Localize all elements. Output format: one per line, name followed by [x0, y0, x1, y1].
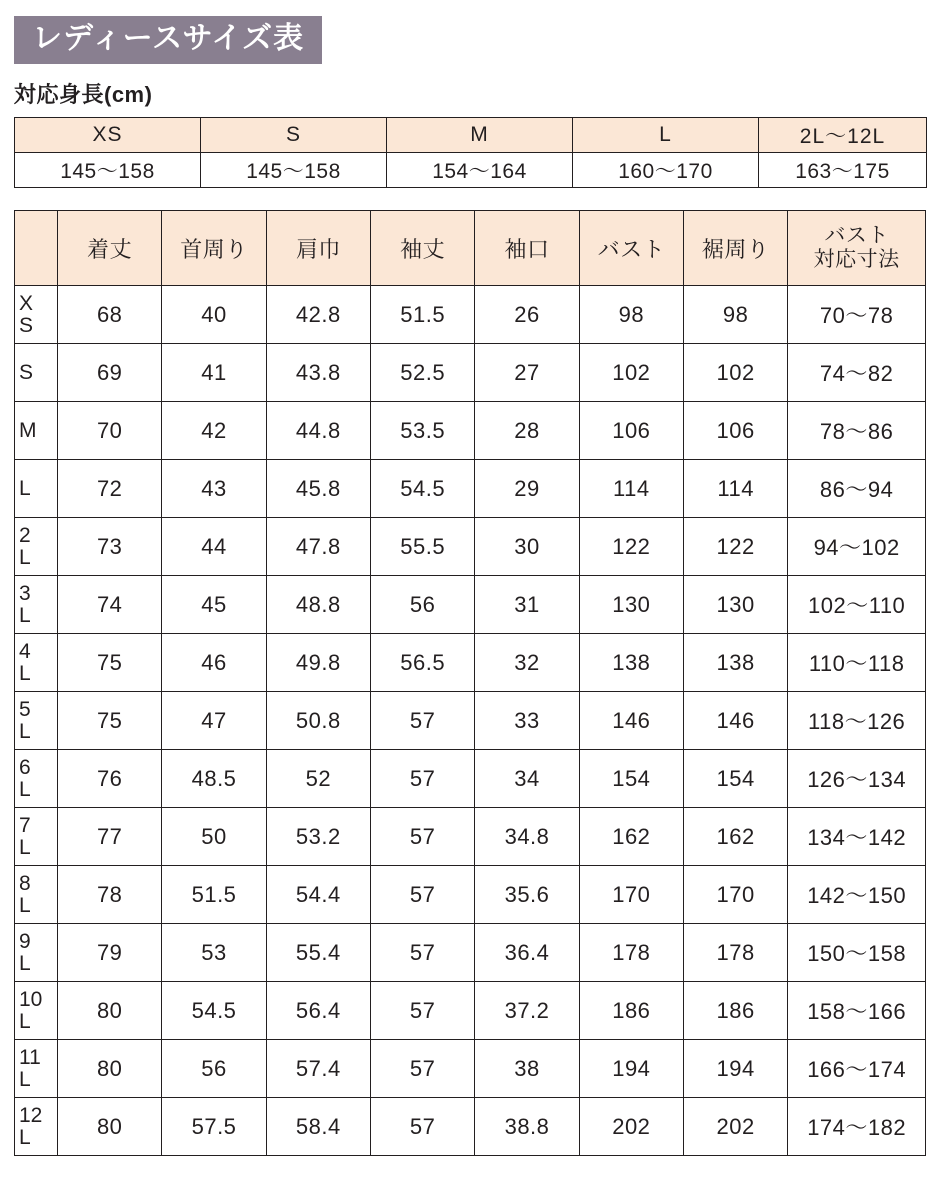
height-table [14, 117, 927, 188]
bust-fit-cell: 134〜142 [788, 808, 926, 866]
column-header-susomawari: 裾周り [683, 211, 787, 286]
height-table-header-row [15, 118, 927, 153]
bust-fit-cell: 118〜126 [788, 692, 926, 750]
measurement-cell: 75 [58, 634, 162, 692]
measurement-cell: 40 [162, 286, 266, 344]
row-header-size [15, 866, 58, 924]
measurement-cell: 102 [683, 344, 787, 402]
measurement-cell: 178 [579, 924, 683, 982]
bust-fit-cell: 94〜102 [788, 518, 926, 576]
measurement-table [14, 210, 926, 1156]
table-row [15, 518, 926, 576]
bust-fit-cell: 174〜182 [788, 1098, 926, 1156]
measurement-cell: 38 [475, 1040, 579, 1098]
measurement-cell: 170 [579, 866, 683, 924]
measurement-cell: 48.8 [266, 576, 370, 634]
row-header-size [15, 576, 58, 634]
measurement-cell: 57.5 [162, 1098, 266, 1156]
column-header-kitake: 着丈 [58, 211, 162, 286]
table-row [15, 460, 926, 518]
measurement-cell: 50.8 [266, 692, 370, 750]
measurement-cell: 50 [162, 808, 266, 866]
measurement-cell: 45 [162, 576, 266, 634]
table-row [15, 286, 926, 344]
measurement-cell: 44.8 [266, 402, 370, 460]
row-size-line2: L [19, 951, 31, 975]
height-size-header: S [201, 118, 387, 153]
measurement-cell: 146 [683, 692, 787, 750]
measurement-cell: 70 [58, 402, 162, 460]
row-size-line2: L [19, 661, 31, 685]
row-size-line2: L [19, 545, 31, 569]
measurement-cell: 186 [579, 982, 683, 1040]
row-header-size [15, 924, 58, 982]
bust-fit-cell: 150〜158 [788, 924, 926, 982]
measurement-cell: 32 [475, 634, 579, 692]
row-header-size [15, 1098, 58, 1156]
table-row [15, 982, 926, 1040]
measurement-cell: 38.8 [475, 1098, 579, 1156]
measurement-cell: 154 [683, 750, 787, 808]
measurement-cell: 27 [475, 344, 579, 402]
measurement-cell: 47.8 [266, 518, 370, 576]
bust-fit-cell: 126〜134 [788, 750, 926, 808]
measurement-cell: 122 [683, 518, 787, 576]
measurement-cell: 73 [58, 518, 162, 576]
bust-fit-cell: 78〜86 [788, 402, 926, 460]
measurement-cell: 46 [162, 634, 266, 692]
height-range-cell: 160〜170 [573, 153, 759, 188]
row-size-line1: 7 [19, 814, 31, 838]
measurement-cell: 56.4 [266, 982, 370, 1040]
measurement-cell: 54.5 [371, 460, 475, 518]
measurement-cell: 72 [58, 460, 162, 518]
measurement-cell: 52.5 [371, 344, 475, 402]
measurement-cell: 69 [58, 344, 162, 402]
row-size-line2: S [19, 313, 34, 337]
height-size-header: XS [15, 118, 201, 153]
bust-fit-line1: バスト [824, 224, 889, 248]
row-size-line1: 4 [19, 640, 31, 664]
row-header-size [15, 692, 58, 750]
measurement-header-row [15, 211, 926, 286]
row-size-line1: 5 [19, 698, 31, 722]
measurement-cell: 34 [475, 750, 579, 808]
measurement-cell: 57 [371, 692, 475, 750]
row-header-size [15, 344, 58, 402]
measurement-cell: 55.5 [371, 518, 475, 576]
measurement-cell: 170 [683, 866, 787, 924]
row-size-line1: S [19, 360, 34, 384]
measurement-cell: 55.4 [266, 924, 370, 982]
measurement-cell: 37.2 [475, 982, 579, 1040]
measurement-cell: 114 [683, 460, 787, 518]
row-size-line1: 9 [19, 930, 31, 954]
row-size-line1: 12 [19, 1104, 43, 1128]
row-size-line2: L [19, 719, 31, 743]
row-size-line1: L [19, 476, 31, 500]
measurement-cell: 31 [475, 576, 579, 634]
page-title: レディースサイズ表 [14, 16, 322, 64]
height-range-cell: 163〜175 [759, 153, 927, 188]
row-size-line2: L [19, 603, 31, 627]
measurement-cell: 194 [683, 1040, 787, 1098]
measurement-cell: 56 [371, 576, 475, 634]
table-row [15, 866, 926, 924]
measurement-cell: 98 [683, 286, 787, 344]
measurement-cell: 49.8 [266, 634, 370, 692]
measurement-cell: 56.5 [371, 634, 475, 692]
measurement-cell: 53.5 [371, 402, 475, 460]
row-size-line1: X [19, 292, 34, 316]
column-header-kubimawari: 首周り [162, 211, 266, 286]
measurement-cell: 138 [683, 634, 787, 692]
table-row [15, 344, 926, 402]
measurement-cell: 33 [475, 692, 579, 750]
measurement-cell: 122 [579, 518, 683, 576]
table-row [15, 634, 926, 692]
table-row [15, 808, 926, 866]
measurement-cell: 42.8 [266, 286, 370, 344]
measurement-cell: 76 [58, 750, 162, 808]
measurement-cell: 43.8 [266, 344, 370, 402]
measurement-cell: 162 [579, 808, 683, 866]
measurement-cell: 74 [58, 576, 162, 634]
measurement-cell: 57.4 [266, 1040, 370, 1098]
bust-fit-cell: 86〜94 [788, 460, 926, 518]
height-range-cell: 154〜164 [387, 153, 573, 188]
column-header-sodetake: 袖丈 [371, 211, 475, 286]
measurement-cell: 186 [683, 982, 787, 1040]
measurement-cell: 77 [58, 808, 162, 866]
measurement-cell: 45.8 [266, 460, 370, 518]
measurement-cell: 28 [475, 402, 579, 460]
measurement-cell: 43 [162, 460, 266, 518]
measurement-cell: 48.5 [162, 750, 266, 808]
height-range-cell: 145〜158 [201, 153, 387, 188]
height-size-header: L [573, 118, 759, 153]
measurement-cell: 130 [683, 576, 787, 634]
bust-fit-cell: 74〜82 [788, 344, 926, 402]
measurement-cell: 26 [475, 286, 579, 344]
row-header-size [15, 402, 58, 460]
measurement-cell: 114 [579, 460, 683, 518]
measurement-cell: 36.4 [475, 924, 579, 982]
row-header-size [15, 982, 58, 1040]
measurement-cell: 80 [58, 1040, 162, 1098]
bust-fit-cell: 102〜110 [788, 576, 926, 634]
measurement-cell: 130 [579, 576, 683, 634]
measurement-cell: 56 [162, 1040, 266, 1098]
height-range-cell: 145〜158 [15, 153, 201, 188]
measurement-cell: 80 [58, 1098, 162, 1156]
row-size-line2: L [19, 835, 31, 859]
height-section-label: 対応身長(cm) [14, 82, 153, 107]
measurement-cell: 57 [371, 750, 475, 808]
measurement-cell: 202 [683, 1098, 787, 1156]
measurement-cell: 154 [579, 750, 683, 808]
measurement-cell: 79 [58, 924, 162, 982]
row-size-line2: L [19, 1067, 31, 1091]
table-row [15, 576, 926, 634]
measurement-cell: 78 [58, 866, 162, 924]
measurement-cell: 106 [683, 402, 787, 460]
measurement-cell: 57 [371, 924, 475, 982]
measurement-cell: 54.5 [162, 982, 266, 1040]
measurement-cell: 57 [371, 1098, 475, 1156]
row-size-line1: M [19, 418, 37, 442]
measurement-cell: 58.4 [266, 1098, 370, 1156]
column-header-bust-fit [788, 211, 926, 286]
column-header-katahaba: 肩巾 [266, 211, 370, 286]
table-row [15, 1040, 926, 1098]
measurement-cell: 57 [371, 808, 475, 866]
table-row [15, 402, 926, 460]
row-header-size [15, 460, 58, 518]
row-size-line1: 11 [19, 1046, 41, 1070]
measurement-cell: 162 [683, 808, 787, 866]
measurement-cell: 57 [371, 866, 475, 924]
measurement-cell: 30 [475, 518, 579, 576]
measurement-cell: 29 [475, 460, 579, 518]
measurement-cell: 34.8 [475, 808, 579, 866]
row-header-size [15, 634, 58, 692]
height-size-header: M [387, 118, 573, 153]
measurement-cell: 53.2 [266, 808, 370, 866]
measurement-cell: 80 [58, 982, 162, 1040]
bust-fit-cell: 166〜174 [788, 1040, 926, 1098]
row-header-size [15, 808, 58, 866]
measurement-cell: 178 [683, 924, 787, 982]
measurement-cell: 41 [162, 344, 266, 402]
row-header-size [15, 518, 58, 576]
measurement-cell: 52 [266, 750, 370, 808]
measurement-cell: 35.6 [475, 866, 579, 924]
corner-cell [15, 211, 58, 286]
row-size-line1: 8 [19, 872, 31, 896]
measurement-cell: 54.4 [266, 866, 370, 924]
bust-fit-line2: 対応寸法 [813, 248, 900, 271]
measurement-cell: 202 [579, 1098, 683, 1156]
table-row [15, 1098, 926, 1156]
measurement-cell: 68 [58, 286, 162, 344]
row-header-size [15, 286, 58, 344]
row-header-size [15, 750, 58, 808]
row-size-line1: 10 [19, 988, 43, 1012]
row-size-line2: L [19, 1009, 31, 1033]
measurement-cell: 146 [579, 692, 683, 750]
bust-fit-cell: 70〜78 [788, 286, 926, 344]
table-row [15, 924, 926, 982]
row-size-line1: 6 [19, 756, 31, 780]
measurement-cell: 57 [371, 1040, 475, 1098]
bust-fit-cell: 158〜166 [788, 982, 926, 1040]
table-row [15, 750, 926, 808]
measurement-cell: 98 [579, 286, 683, 344]
measurement-cell: 102 [579, 344, 683, 402]
column-header-bust: バスト [579, 211, 683, 286]
measurement-cell: 138 [579, 634, 683, 692]
row-size-line2: L [19, 893, 31, 917]
measurement-cell: 106 [579, 402, 683, 460]
measurement-cell: 51.5 [162, 866, 266, 924]
row-header-size [15, 1040, 58, 1098]
table-row [15, 692, 926, 750]
measurement-cell: 75 [58, 692, 162, 750]
measurement-cell: 42 [162, 402, 266, 460]
measurement-cell: 53 [162, 924, 266, 982]
measurement-cell: 44 [162, 518, 266, 576]
bust-fit-cell: 110〜118 [788, 634, 926, 692]
row-size-line2: L [19, 1125, 31, 1149]
row-size-line2: L [19, 777, 31, 801]
measurement-cell: 51.5 [371, 286, 475, 344]
row-size-line1: 2 [19, 524, 31, 548]
measurement-cell: 194 [579, 1040, 683, 1098]
bust-fit-cell: 142〜150 [788, 866, 926, 924]
column-header-sodeguchi: 袖口 [475, 211, 579, 286]
measurement-body [15, 286, 926, 1156]
height-size-header: 2L〜12L [759, 118, 927, 153]
measurement-cell: 57 [371, 982, 475, 1040]
height-table-row [15, 153, 927, 188]
measurement-cell: 47 [162, 692, 266, 750]
row-size-line1: 3 [19, 582, 31, 606]
